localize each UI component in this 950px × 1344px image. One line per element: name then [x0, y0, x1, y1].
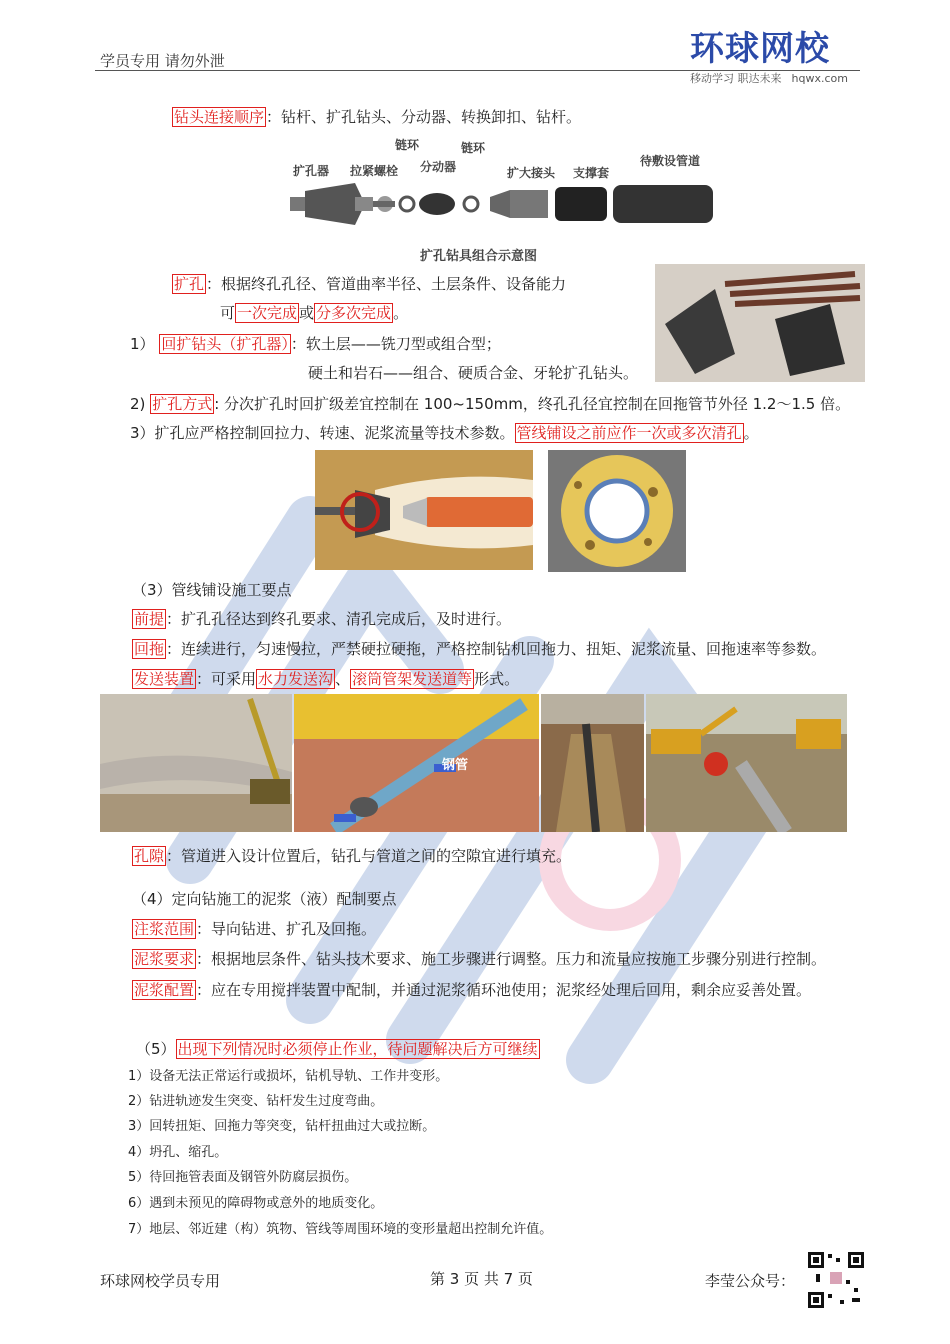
- diagram-label: 链环: [461, 141, 486, 155]
- reaming-text: ：根据终孔孔径、管道曲率半径、土层条件、设备能力: [206, 275, 567, 293]
- qr-code-art: [806, 1250, 866, 1310]
- reamer-photo: [655, 264, 865, 382]
- reaming-item-1-cont: 硬土和岩石——组合、硬质合金、牙轮扩孔钻头。: [308, 364, 639, 382]
- reaming-term: 扩孔: [174, 275, 205, 293]
- gap-term: 孔隙: [134, 847, 165, 865]
- mud-preparation-term: 泥浆配置: [134, 981, 195, 999]
- logo-url: hqwx.com: [791, 72, 848, 85]
- reaming-head-term: 回扩钻头（扩孔器）: [161, 335, 289, 353]
- stop-item: 6）遇到未预见的障碍物或意外的地质变化。: [128, 1196, 384, 1211]
- photo-3-art: [541, 694, 644, 832]
- stop-item: 4）坍孔、缩孔。: [128, 1145, 228, 1160]
- connect-order-line: [172, 106, 581, 128]
- premise-text: ：扩孔孔径达到终孔要求、清孔完成后，及时进行。: [166, 610, 512, 628]
- mud-requirement-term: 泥浆要求: [134, 950, 195, 968]
- stop-item: 5）待回拖管表面及钢管外防腐层损伤。: [128, 1170, 358, 1185]
- excavator-site-photo: [646, 694, 847, 832]
- pullback-line: [132, 638, 826, 660]
- reamer-shape: [290, 183, 373, 225]
- premise-term: 前提: [134, 610, 165, 628]
- gap-text: ：管道进入设计位置后，钻孔与管道之间的空隙宜进行填充。: [166, 847, 572, 865]
- reaming-line: [172, 273, 566, 295]
- pullback-text: ：连续进行，匀速慢拉，严禁硬拉硬拖，严格控制钻机回拖力、扭矩、泥浆流量、回拖速率等参数。: [166, 640, 827, 658]
- qr-code-icon[interactable]: [806, 1250, 866, 1310]
- reaming-cross-section-illustration: [548, 450, 686, 572]
- diagram-label: 支撑套: [573, 166, 610, 180]
- stop-title: 出现下列情况时必须停止作业，待问题解决后方可继续: [177, 1040, 538, 1058]
- footer-right: 李莹公众号：: [705, 1272, 796, 1290]
- logo-subline: [690, 70, 865, 86]
- diagram-caption: 扩孔钻具组合示意图: [420, 249, 538, 264]
- diagram-label: 扩大接头: [507, 166, 556, 180]
- pipe-laying-title: （3）管线铺设施工要点: [132, 581, 292, 599]
- mud-scope-line: [132, 918, 376, 940]
- pipe-site-photo-1: [100, 694, 292, 832]
- reaming-options-mid: 或: [299, 304, 315, 322]
- mud-title: （4）定向钻施工的泥浆（液）配制要点: [132, 890, 397, 908]
- reaming-mode-term: 扩孔方式: [152, 395, 213, 413]
- mud-requirement-text: ：根据地层条件、钻头技术要求、施工步骤进行调整。压力和流量应按施工步骤分别进行控制。: [196, 950, 827, 968]
- page-number: 第 3 页 共 7 页: [430, 1270, 533, 1288]
- item-number: 1）: [130, 335, 155, 353]
- premise-line: [132, 608, 511, 630]
- option-separator: 、: [335, 670, 351, 688]
- bolt-shape: [373, 196, 395, 212]
- reaming-option-once: 一次完成: [237, 304, 298, 322]
- footer-left: 环球网校学员专用: [100, 1272, 221, 1290]
- logo-text: 环球网校: [690, 29, 830, 69]
- swivel-shape: [419, 193, 455, 215]
- photo-4-art: [646, 694, 847, 832]
- pullback-term: 回拖: [134, 640, 165, 658]
- borehole-section-art: [315, 450, 533, 570]
- reaming-item-2: [130, 393, 850, 415]
- brand-logo: [690, 30, 865, 90]
- diagram-label: 扩孔器: [293, 164, 330, 178]
- hydraulic-trench-option: 水力发送沟: [258, 670, 334, 688]
- diagram-label: 链环: [395, 138, 420, 152]
- sending-device-text: ：可采用: [196, 670, 257, 688]
- reamer-assembly-diagram: [285, 135, 725, 265]
- mud-scope-text: ：导向钻进、扩孔及回拖。: [196, 920, 377, 938]
- reaming-head-text: ：软土层——铣刀型或组合型；: [290, 335, 501, 353]
- photo-1-art: [100, 694, 292, 832]
- item-number: 2): [130, 395, 146, 413]
- stop-item: 3）回转扭矩、回拖力等突变，钻杆扭曲过大或拉断。: [128, 1119, 436, 1134]
- connect-order-text: ：钻杆、扩孔钻头、分动器、转换卸扣、钻杆。: [266, 108, 582, 126]
- stop-item: 7）地层、邻近建（构）筑物、管线等周围环境的变形量超出控制允许值。: [128, 1222, 553, 1237]
- reaming-item-1: [130, 333, 501, 355]
- stop-item: 1）设备无法正常运行或损坏，钻机导轨、工作井变形。: [128, 1069, 449, 1084]
- chain-ring-shape: [400, 197, 414, 211]
- support-sleeve-shape: [555, 187, 607, 221]
- mud-preparation-line: [132, 979, 811, 1001]
- reamer-photo-art: [655, 264, 865, 382]
- chain-ring-shape-2: [464, 197, 478, 211]
- steel-pipe-label: 钢管: [442, 758, 469, 773]
- roller-rack-option: 滚筒管架发送道等: [352, 670, 473, 688]
- mud-preparation-text: ：应在专用搅拌装置中配制，并通过泥浆循环池使用；泥浆经处理后回用，剩余应妥善处置。: [196, 981, 812, 999]
- diagram-label: 分动器: [420, 160, 457, 174]
- stop-item: 2）钻进轨迹发生突变、钻杆发生过度弯曲。: [128, 1094, 384, 1109]
- reaming-item-3: [130, 422, 759, 444]
- stop-number: （5）: [136, 1040, 176, 1058]
- reaming-item-3-end: 。: [743, 424, 759, 442]
- reaming-cleaning-note: 管线铺设之前应作一次或多次清孔: [516, 424, 742, 442]
- adapter-shape: [490, 190, 548, 218]
- sending-device-term: 发送装置: [134, 670, 195, 688]
- mud-scope-term: 注浆范围: [134, 920, 195, 938]
- sending-device-end: 形式。: [474, 670, 520, 688]
- logo-slogan: 移动学习 职达未来: [690, 72, 782, 85]
- cross-section-art: [548, 450, 686, 572]
- header-text: 学员专用 请勿外泄: [100, 52, 225, 70]
- reaming-option-multi: 分多次完成: [316, 304, 392, 322]
- reaming-options-pre: 可: [220, 304, 236, 322]
- reaming-options-line: [220, 302, 408, 324]
- sending-device-line: [132, 668, 519, 690]
- reaming-item-3-text: 3）扩孔应严格控制回拉力、转速、泥浆流量等技术参数。: [130, 424, 515, 442]
- reaming-options-end: 。: [393, 304, 409, 322]
- diagram-label: 待敷设管道: [640, 154, 701, 168]
- reaming-mode-text: : 分次扩孔时回扩级差宜控制在 100~150mm，终孔孔径宜控制在回拖管节外径 1.2～1.5 倍。: [214, 395, 851, 413]
- trench-photo: [541, 694, 644, 832]
- diagram-label: 拉紧螺栓: [350, 164, 399, 178]
- reaming-borehole-illustration: [315, 450, 533, 570]
- reamer-assembly-figure: [285, 135, 725, 235]
- mud-requirement-line: [132, 948, 826, 970]
- pipe-roller-photo: [294, 694, 539, 832]
- photo-2-art: [294, 694, 539, 832]
- connect-order-term: 钻头连接顺序: [174, 108, 265, 126]
- stop-title-line: [136, 1038, 540, 1060]
- gap-line: [132, 845, 571, 867]
- pipe-shape: [613, 185, 713, 223]
